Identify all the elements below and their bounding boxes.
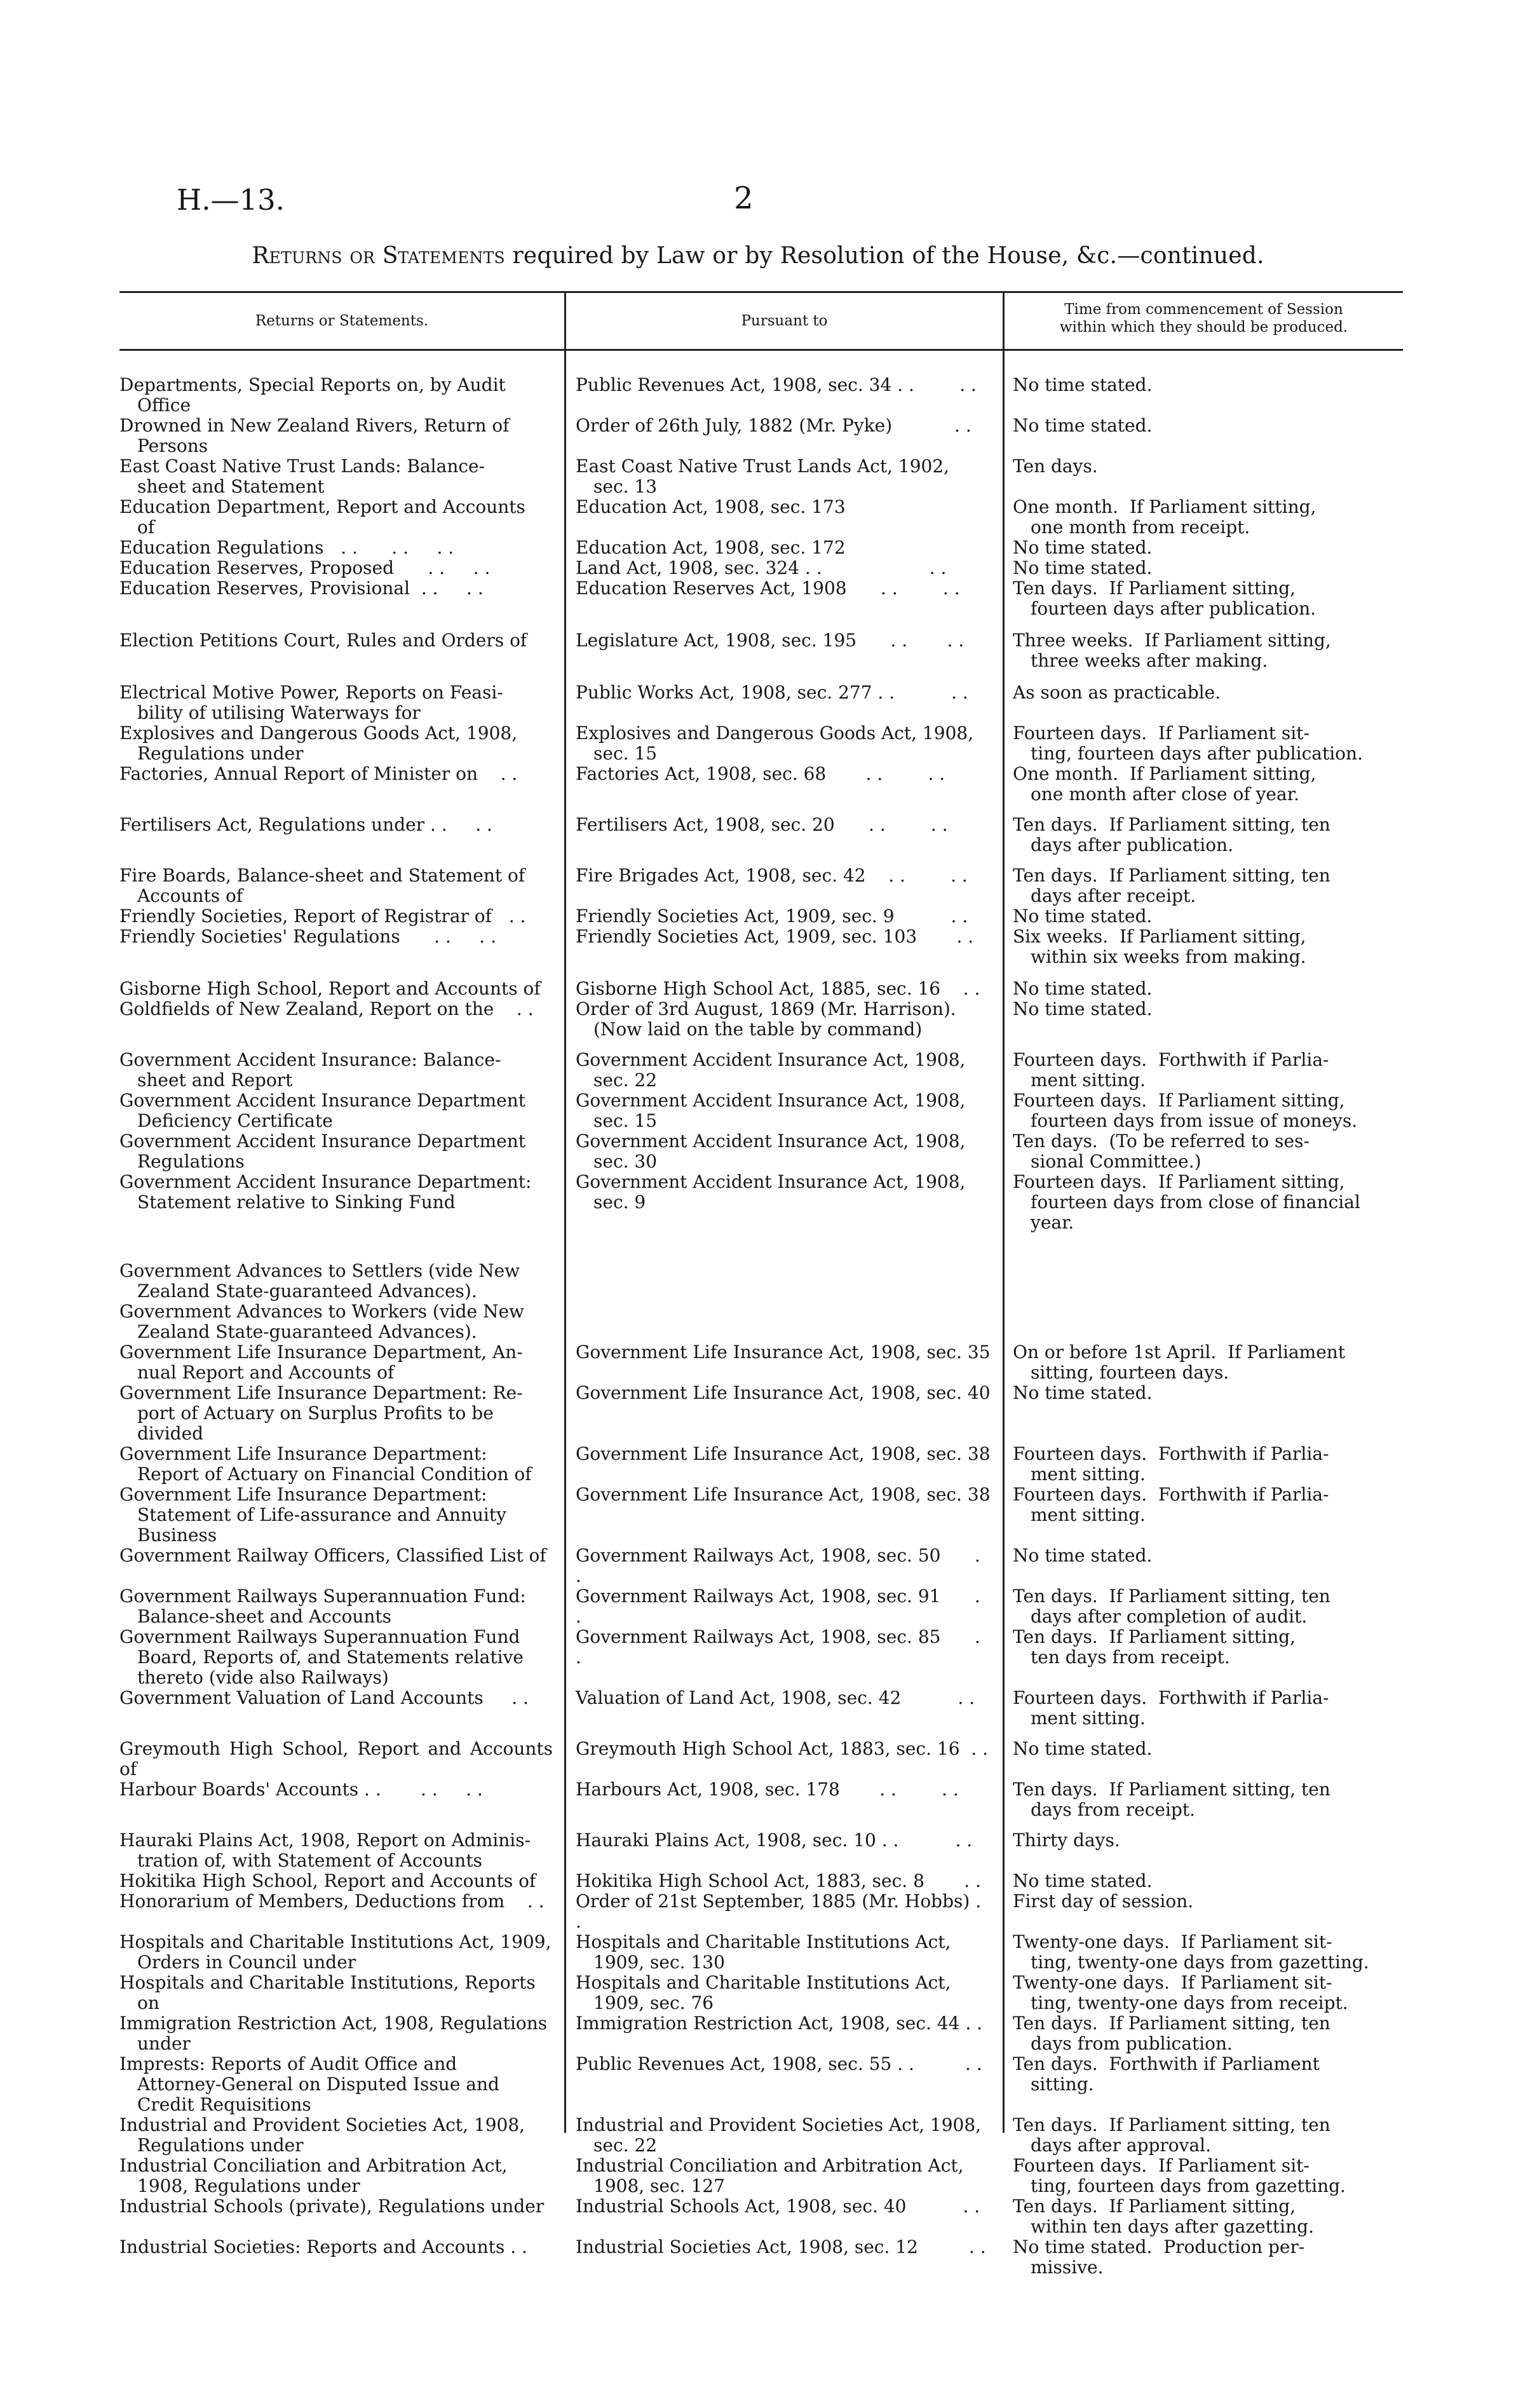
row-return: Goldfields of New Zealand, Report on the . .	[119, 998, 534, 1019]
row-return: Government Accident Insurance: Balance- sheet and Report	[119, 1049, 501, 1091]
row-pursuant: Government Railways Act, 1908, sec. 91 . .	[576, 1586, 986, 1627]
row-return: Fertilisers Act, Regulations under . . . .	[119, 814, 492, 835]
table-row	[119, 764, 1403, 805]
row-time: No time stated.	[1013, 906, 1153, 927]
table-row	[119, 1091, 1403, 1131]
row-time: Twenty-one days. If Parliament sit- ting, twenty-one days from gazetting.	[1013, 1931, 1369, 1973]
row-return: Harbour Boards' Accounts . . . . . .	[119, 1779, 483, 1800]
row-return: Departments, Special Reports on, by Audit Office	[119, 374, 506, 416]
row-pursuant: Harbours Act, 1908, sec. 178 . . . .	[576, 1779, 959, 1800]
row-pursuant: Industrial Conciliation and Arbitration Act, 1908, sec. 127	[576, 2155, 964, 2196]
row-return: Government Accident Insurance Department Regulations	[119, 1131, 525, 1172]
row-time: Ten days. If Parliament sitting, ten days after publication.	[1013, 814, 1330, 855]
row-pursuant: Government Accident Insurance Act, 1908, sec. 15	[576, 1090, 966, 1131]
table-row	[119, 1739, 1403, 1779]
table-row	[119, 1871, 1403, 1891]
row-pursuant: Immigration Restriction Act, 1908, sec. 44 . .	[576, 2013, 983, 2034]
row-return: Government Railways Superannuation Fund Board, Reports of, and Statements relative thereto (vide also Railways)	[119, 1626, 524, 1688]
row-pursuant: Fire Brigades Act, 1908, sec. 42 . . . .	[576, 865, 968, 886]
table-row	[119, 1586, 1403, 1627]
row-pursuant: Government Life Insurance Act, 1908, sec. 38	[576, 1484, 991, 1505]
row-pursuant: Government Life Insurance Act, 1908, sec. 40	[576, 1382, 991, 1403]
row-return: Honorarium of Members, Deductions from . .	[119, 1891, 545, 1912]
row-return: Industrial Schools (private), Regulations under	[119, 2196, 545, 2217]
table-row	[119, 1342, 1403, 1383]
table-row	[119, 1973, 1403, 2013]
caption-rest: required by Law or by Resolution of the House, &c.—continued.	[504, 243, 1264, 269]
row-time: Ten days. (To be referred to ses- sional Committee.)	[1013, 1131, 1310, 1172]
row-return: Fire Boards, Balance-sheet and Statement of Accounts of	[119, 865, 525, 906]
row-time: Fourteen days. If Parliament sit- ting, fourteen days from gazetting.	[1013, 2155, 1346, 2196]
row-pursuant: Industrial and Provident Societies Act, 1908, sec. 22	[576, 2114, 982, 2156]
row-pursuant: Government Railways Act, 1908, sec. 85 . .	[576, 1626, 986, 1668]
row-time: No time stated.	[1013, 1738, 1153, 1759]
table-row	[119, 416, 1403, 456]
row-return: Industrial and Provident Societies Act, 1908, Regulations under	[119, 2114, 525, 2156]
row-time: On or before 1st April. If Parliament sitting, fourteen days.	[1013, 1342, 1346, 1383]
row-time: No time stated.	[1013, 978, 1153, 999]
row-pursuant: Friendly Societies Act, 1909, sec. 9 . .	[576, 906, 968, 927]
row-pursuant: Order of 3rd August, 1869 (Mr. Harrison). (Now laid on the table by command)	[576, 998, 956, 1040]
table-row	[119, 1261, 1403, 1302]
row-time: Fourteen days. Forthwith if Parlia- ment sitting.	[1013, 1687, 1329, 1729]
row-return: Hokitika High School, Report and Accounts of	[119, 1870, 536, 1891]
row-time: No time stated. Production per- missive.	[1013, 2236, 1305, 2278]
table-row	[119, 1444, 1403, 1485]
table-row	[119, 578, 1403, 619]
row-time: Ten days. If Parliament sitting, ten days from receipt.	[1013, 1626, 1296, 1668]
row-pursuant: Land Act, 1908, sec. 324 . . . .	[576, 557, 947, 578]
row-pursuant: Friendly Societies Act, 1909, sec. 103 . .	[576, 926, 974, 947]
row-time: No time stated.	[1013, 1382, 1153, 1403]
row-pursuant: Factories Act, 1908, sec. 68 . . . .	[576, 763, 945, 784]
row-time: One month. If Parliament sitting, one month after close of year.	[1013, 763, 1316, 805]
row-time: Ten days. If Parliament sitting, within ten days after gazetting.	[1013, 2196, 1314, 2237]
caption-prefix: Returns or Statements	[252, 243, 505, 269]
row-time: Fourteen days. If Parliament sitting, fourteen days from close of financial year.	[1013, 1171, 1360, 1233]
row-time: Ten days. If Parliament sitting, ten days from receipt.	[1013, 1779, 1330, 1820]
table-row	[119, 375, 1403, 416]
row-pursuant: Public Works Act, 1908, sec. 277 . . . .	[576, 682, 968, 703]
table-row	[119, 1546, 1403, 1586]
table-row	[119, 456, 1403, 497]
row-return: Explosives and Dangerous Goods Act, 1908, Regulations under	[119, 723, 518, 764]
row-pursuant: Public Revenues Act, 1908, sec. 34 . . . .	[576, 374, 977, 395]
document-id: H.—13.	[177, 183, 285, 217]
row-return: East Coast Native Trust Lands: Balance- sheet and Statement	[119, 456, 485, 497]
row-pursuant: Industrial Schools Act, 1908, sec. 40 . .	[576, 2196, 980, 2217]
row-return: Drowned in New Zealand Rivers, Return of Persons	[119, 415, 510, 456]
row-pursuant: Hospitals and Charitable Institutions Act, 1909, sec. 76	[576, 1972, 951, 2013]
row-time: Ten days. If Parliament sitting, ten days after receipt.	[1013, 865, 1330, 906]
table-row	[119, 1627, 1403, 1688]
column-header-time-line1: Time from commencement of Session	[1064, 301, 1343, 318]
table-row	[119, 2156, 1403, 2196]
table-row	[119, 1302, 1403, 1342]
column-header-returns: Returns or Statements.	[255, 313, 429, 329]
table-row	[119, 927, 1403, 967]
row-return: Industrial Societies: Reports and Accounts . .	[119, 2236, 527, 2257]
row-return: Government Life Insurance Department: Statement of Life-assurance and Annuity Business	[119, 1484, 506, 1546]
row-time: Fourteen days. Forthwith if Parlia- ment sitting.	[1013, 1484, 1329, 1525]
row-return: Hospitals and Charitable Institutions, Reports on	[119, 1972, 536, 2013]
table-row	[119, 683, 1403, 723]
table-row	[119, 2013, 1403, 2054]
row-time: No time stated.	[1013, 537, 1153, 558]
row-pursuant: Hokitika High School Act, 1883, sec. 8 . .	[576, 1870, 981, 1891]
table-row	[119, 497, 1403, 538]
table-row	[119, 630, 1403, 671]
row-time: Three weeks. If Parliament sitting, three weeks after making.	[1013, 630, 1331, 671]
row-return: Hospitals and Charitable Institutions Act, 1909, Orders in Council under	[119, 1931, 552, 1973]
row-return: Education Reserves, Provisional . . . .	[119, 578, 484, 599]
row-time: Thirty days.	[1013, 1830, 1120, 1851]
row-pursuant: Education Reserves Act, 1908 . . . .	[576, 578, 960, 599]
row-return: Government Railways Superannuation Fund: Balance-sheet and Accounts	[119, 1586, 526, 1627]
row-pursuant: Explosives and Dangerous Goods Act, 1908, sec. 15	[576, 723, 974, 764]
row-return: Education Reserves, Proposed . . . .	[119, 557, 491, 578]
row-time: Fourteen days. Forthwith if Parlia- ment sitting.	[1013, 1049, 1329, 1091]
row-return: Friendly Societies, Report of Registrar of . .	[119, 906, 526, 927]
row-pursuant: East Coast Native Trust Lands Act, 1902, sec. 13	[576, 456, 950, 497]
column-header-time	[1005, 301, 1403, 336]
row-pursuant: Greymouth High School Act, 1883, sec. 16 . .	[576, 1738, 989, 1759]
table-row	[119, 2196, 1403, 2237]
row-return: Government Life Insurance Department, An- nual Report and Accounts of	[119, 1342, 523, 1383]
row-pursuant: Gisborne High School Act, 1885, sec. 16 . .	[576, 978, 980, 999]
row-return: Government Accident Insurance Department: Statement relative to Sinking Fund	[119, 1171, 532, 1213]
row-time: No time stated.	[1013, 374, 1153, 395]
row-return: Government Life Insurance Department: Re- port of Actuary on Surplus Profits to be divided	[119, 1382, 523, 1444]
table-row	[119, 1932, 1403, 1973]
row-pursuant: Government Life Insurance Act, 1908, sec. 38	[576, 1443, 991, 1464]
table-row	[119, 1383, 1403, 1444]
row-time: No time stated.	[1013, 1870, 1153, 1891]
row-return: Factories, Annual Report of Minister on . .	[119, 763, 518, 784]
row-return: Election Petitions Court, Rules and Orders of	[119, 630, 527, 651]
table-row	[119, 2115, 1403, 2156]
row-pursuant: Government Railways Act, 1908, sec. 50 . .	[576, 1545, 986, 1586]
page-number: 2	[734, 180, 754, 216]
row-time: No time stated.	[1013, 998, 1153, 1019]
row-time: As soon as practicable.	[1013, 682, 1221, 703]
row-pursuant: Government Accident Insurance Act, 1908, sec. 22	[576, 1049, 966, 1091]
row-time: Six weeks. If Parliament sitting, within six weeks from making.	[1013, 926, 1306, 967]
row-pursuant: Government Accident Insurance Act, 1908, sec. 9	[576, 1171, 966, 1213]
row-return: Electrical Motive Power, Reports on Feasi- bility of utilising Waterways for	[119, 682, 503, 723]
table-row	[119, 1131, 1403, 1172]
table-header-rule	[119, 349, 1403, 351]
table-row	[119, 1172, 1403, 1233]
row-time: Ten days. If Parliament sitting, fourteen days after publication.	[1013, 578, 1316, 619]
table-row	[119, 979, 1403, 999]
row-return: Imprests: Reports of Audit Office and Attorney-General on Disputed Issue and Credit Requisitions	[119, 2053, 499, 2115]
row-pursuant: Hauraki Plains Act, 1908, sec. 10 . . . .	[576, 1830, 973, 1851]
table-row	[119, 906, 1403, 927]
row-time: Ten days. Forthwith if Parliament sitting.	[1013, 2053, 1320, 2095]
table-row	[119, 2237, 1403, 2278]
row-return: Gisborne High School, Report and Accounts of	[119, 978, 541, 999]
row-pursuant: Order of 21st September, 1885 (Mr. Hobbs) . .	[576, 1891, 987, 1932]
table-row	[119, 558, 1403, 578]
table-top-rule	[119, 291, 1403, 293]
row-pursuant: Valuation of Land Act, 1908, sec. 42 . .	[576, 1687, 975, 1708]
row-return: Industrial Conciliation and Arbitration Act, 1908, Regulations under	[119, 2155, 508, 2196]
row-time: Ten days.	[1013, 456, 1098, 477]
row-pursuant: Order of 26th July, 1882 (Mr. Pyke) . .	[576, 415, 971, 436]
row-pursuant: Legislature Act, 1908, sec. 195 . . . .	[576, 630, 964, 651]
table-row	[119, 538, 1403, 558]
row-return: Greymouth High School, Report and Accounts of	[119, 1738, 558, 1779]
row-time: One month. If Parliament sitting, one month from receipt.	[1013, 496, 1316, 538]
row-return: Government Life Insurance Department: Report of Actuary on Financial Condition of	[119, 1443, 532, 1485]
table-row	[119, 1779, 1403, 1820]
row-pursuant: Government Life Insurance Act, 1908, sec. 35	[576, 1342, 991, 1363]
table-row	[119, 1830, 1403, 1871]
row-pursuant: Education Act, 1908, sec. 173	[576, 496, 846, 517]
row-time: Ten days. If Parliament sitting, ten days after completion of audit.	[1013, 1586, 1330, 1627]
row-pursuant: Public Revenues Act, 1908, sec. 55 . . . .	[576, 2053, 982, 2074]
row-return: Government Accident Insurance Department Deficiency Certificate	[119, 1090, 525, 1131]
row-time: Ten days. If Parliament sitting, ten days from publication.	[1013, 2013, 1330, 2054]
page-caption	[0, 243, 1516, 269]
row-return: Government Advances to Workers (vide New Zealand State-guaranteed Advances).	[119, 1301, 524, 1342]
row-pursuant: Hospitals and Charitable Institutions Act, 1909, sec. 130	[576, 1931, 951, 1973]
table-row	[119, 1891, 1403, 1932]
row-pursuant: Fertilisers Act, 1908, sec. 20 . . . .	[576, 814, 948, 835]
row-time: Fourteen days. Forthwith if Parlia- ment sitting.	[1013, 1443, 1329, 1485]
table-row	[119, 866, 1403, 906]
row-pursuant: Industrial Societies Act, 1908, sec. 12 . .	[576, 2236, 986, 2257]
row-return: Friendly Societies' Regulations . . . .	[119, 926, 496, 947]
row-return: Immigration Restriction Act, 1908, Regulations under	[119, 2013, 548, 2054]
row-time: Twenty-one days. If Parliament sit- ting, twenty-one days from receipt.	[1013, 1972, 1348, 2013]
row-time: No time stated.	[1013, 557, 1153, 578]
column-header-time-line2: within which they should be produced.	[1059, 319, 1348, 336]
row-time: Fourteen days. If Parliament sitting, fourteen days from issue of moneys.	[1013, 1090, 1358, 1131]
row-pursuant: Education Act, 1908, sec. 172	[576, 537, 846, 558]
table-row	[119, 1688, 1403, 1729]
returns-table	[119, 375, 1403, 2278]
row-time: Fourteen days. If Parliament sit- ting, fourteen days after publication.	[1013, 723, 1363, 764]
row-return: Education Department, Report and Accounts of	[119, 496, 525, 538]
table-row	[119, 815, 1403, 855]
table-row	[119, 1485, 1403, 1546]
row-return: Government Railway Officers, Classified List of	[119, 1545, 546, 1566]
row-return: Hauraki Plains Act, 1908, Report on Adminis- tration of, with Statement of Accounts	[119, 1830, 531, 1871]
row-time: First day of session.	[1013, 1891, 1194, 1912]
table-row	[119, 723, 1403, 764]
table-row	[119, 2054, 1403, 2115]
row-pursuant: Government Accident Insurance Act, 1908, sec. 30	[576, 1131, 966, 1172]
table-row	[119, 999, 1403, 1040]
row-return: Government Advances to Settlers (vide New Zealand State-guaranteed Advances).	[119, 1260, 520, 1302]
row-time: No time stated.	[1013, 1545, 1153, 1566]
row-time: No time stated.	[1013, 415, 1153, 436]
row-return: Education Regulations . . . . . .	[119, 537, 454, 558]
column-header-pursuant: Pursuant to	[741, 313, 828, 329]
row-return: Government Valuation of Land Accounts . .	[119, 1687, 529, 1708]
row-time: Ten days. If Parliament sitting, ten days after approval.	[1013, 2114, 1330, 2156]
table-row	[119, 1050, 1403, 1091]
